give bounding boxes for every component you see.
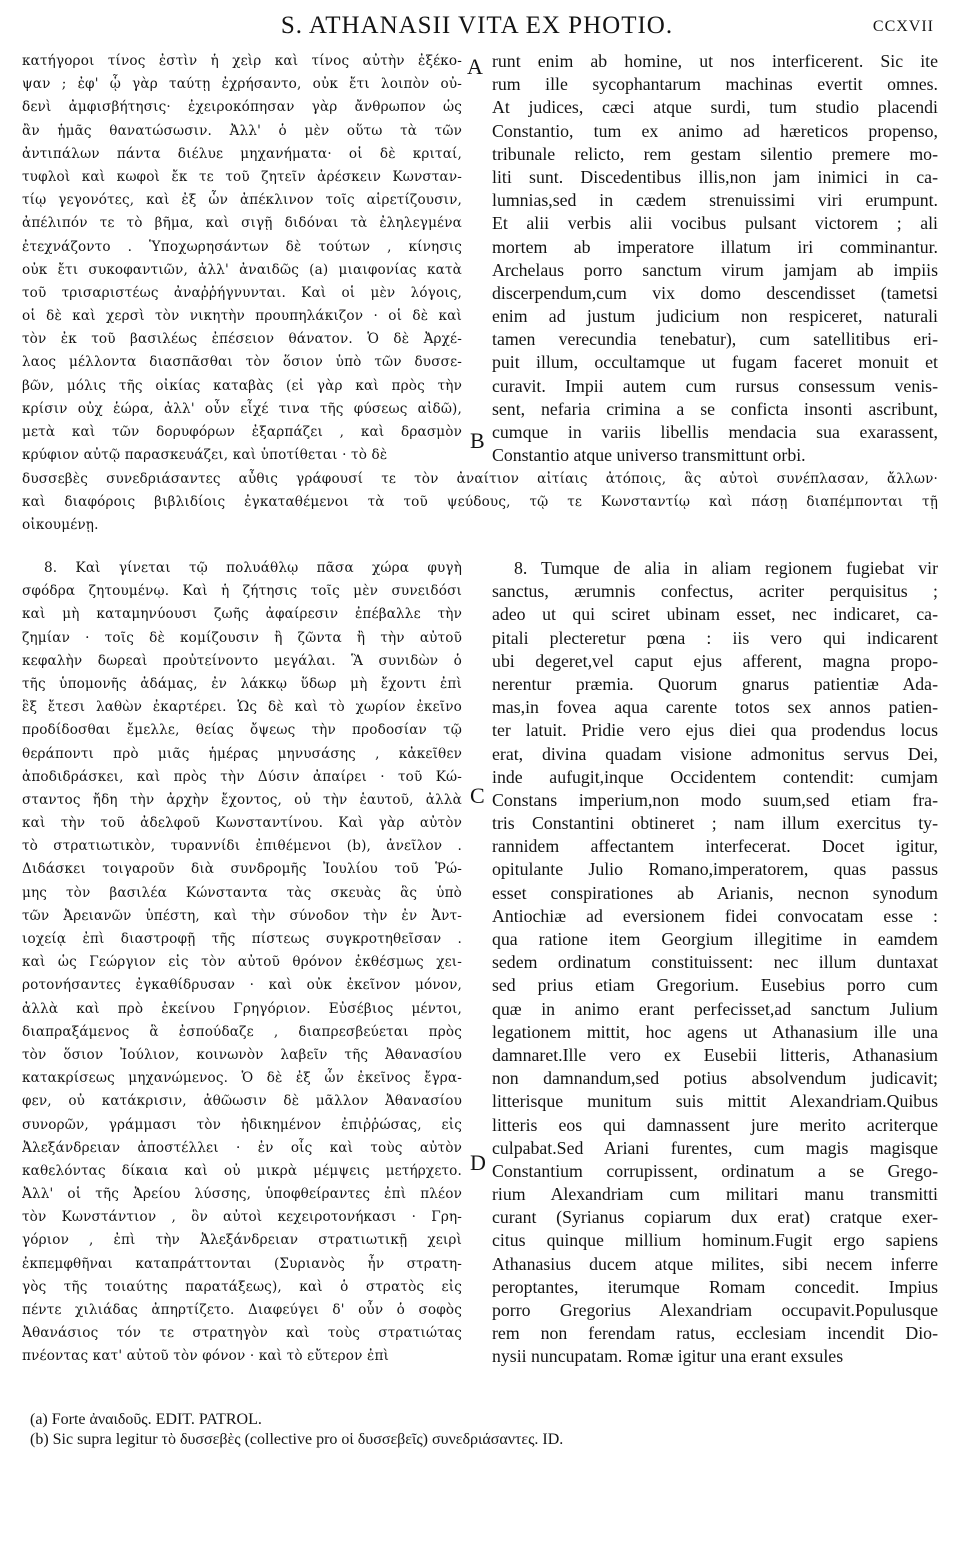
text-line: μης τὸν βασιλέα Κώνσταντα τὰς σκευὰς ἃς ὑπὸ bbox=[22, 884, 462, 901]
text-line: ter latuit. Pridie vero ejus diei qua prodendus locus bbox=[492, 720, 938, 741]
text-line: nerentur præmia. Quorum gnarus patientiæ Ada- bbox=[492, 673, 938, 694]
text-line: rannidem affectantem interfecerat. Docet igitur, bbox=[492, 836, 938, 857]
text-line: pitali plecteretur pœna : iis vero qui indicarent bbox=[492, 627, 938, 648]
margin-letter-c: C bbox=[470, 783, 485, 808]
text-line: quæ in animo erant perfecisset,ad sanctum Julium bbox=[492, 998, 938, 1019]
text-line: sanctus, ærumnis confectus, acriter perquisitus ; bbox=[492, 581, 938, 602]
text-line: ἐτεχνάζοντο . Ὑποχωρησάντων δὲ τούτων , κίνησις bbox=[22, 238, 462, 255]
text-line: ροτονήσαντες ἐγκαθίδρυσαν · καὶ οὐκ ἐκεῖνον μόνον, bbox=[22, 977, 462, 994]
text-line: ψαν ; ἐφ' ᾧ γὰρ ταύτῃ ἐχρήσαντο, οὐκ ἔτι λοιπὸν οὐ- bbox=[22, 76, 462, 93]
page-header bbox=[0, 12, 954, 48]
text-line: Constantio atque universo transmittunt orbi. bbox=[492, 445, 806, 466]
text-line: ubi degeret,vel caput ejus afferent, magna propo- bbox=[492, 650, 938, 671]
page-number: CCXVII bbox=[872, 18, 934, 35]
text-line: οὐκ ἔτι συκοφαντιῶν, ἀλλ' ἀναιδῶς (a) μιαιφονίας κατὰ bbox=[22, 261, 462, 278]
text-line: Et alii verbis alii vocibus pulsant victorem ; ali bbox=[492, 213, 938, 234]
text-line: opitulante Julio Romano,imperatorem, quas passus bbox=[492, 859, 938, 880]
text-line: γὸς τῆς τοιαύτης παρατάξεως), καὶ ὁ στρατὸς εἰς bbox=[22, 1278, 462, 1295]
text-line: πνέοντας κατ' αὐτοῦ τὸν φόνον · καὶ τὸ εὔτερον ἐπὶ bbox=[22, 1348, 390, 1365]
text-line: δενὶ ἀμφισβήτησις· ἐχειροκόπησαν γὰρ ἄνθρωπον ὡς bbox=[22, 99, 462, 116]
text-line: litterisque munitum suis mittit Alexandriam.Quibus bbox=[492, 1091, 938, 1112]
text-line: διαπραξάμενος ἃ ἐσπούδαζε , διαπρεσβεύεται πρὸς bbox=[22, 1023, 462, 1040]
text-line: esset conspirationes ab Arianis, necnon synodum bbox=[492, 882, 938, 903]
greek-fullwidth-paragraph bbox=[22, 468, 938, 538]
text-line: ἀλλὰ καὶ πρὸ ἐκείνου Γρηγόριον. Εὐσέβιος μέντοι, bbox=[22, 1000, 462, 1017]
text-line: cumque in variis libellis mendacia sua exarassent, bbox=[492, 422, 938, 442]
text-line: Constantium corrupissent, ordinatum a se Grego- bbox=[492, 1160, 938, 1181]
text-line: erat, divina quadam visione admonitus servus Dei, bbox=[492, 743, 938, 764]
text-line: τῶν Ἀρειανῶν ὑπέστη, καὶ τὴν σύνοδον τὴν ἐν Ἀντ- bbox=[22, 907, 462, 924]
text-line: φεν, οὐ κατάκρισιν, ἀθῶωσιν δὲ μᾶλλον Ἀθανασίου bbox=[22, 1093, 462, 1110]
text-line: damnaret.Ille vero ex Eusebii litteris, Athanasium bbox=[492, 1044, 938, 1065]
text-line: προδίδοσθαι ἔμελλε, θείας ὄψεως τὴν προδοσίαν τῷ bbox=[22, 722, 462, 739]
text-line: culpabat.Sed Ariani furentes, cum magis magisque bbox=[492, 1137, 938, 1158]
text-line: οἱ δὲ καὶ χερσὶ τὸν νικητὴν προυπηλάκιζον · οἱ δὲ καὶ bbox=[22, 308, 462, 325]
text-line: θεράποντι πρὸ μιᾶς ἡμέρας μηνυσάσης , κἀκεῖθεν bbox=[22, 745, 462, 762]
text-line: οἰκουμένῃ. bbox=[22, 517, 99, 534]
text-line: legationem mittit, hoc agens ut Athanasium ille una bbox=[492, 1021, 938, 1042]
text-line: rum ille sycophantarum machinas evertit omnes. bbox=[492, 74, 938, 95]
text-line: mortem ab imperatore illatum iri comminantur. bbox=[492, 236, 938, 257]
text-line: runt enim ab homine, ut nos interficerent. Sic ite bbox=[492, 51, 938, 71]
text-line: inde aufugit,inque Occidentem contendit: cumjam bbox=[492, 766, 938, 787]
margin-letter-a: A bbox=[467, 54, 483, 79]
text-line: tris Constantini obtineret ; nam illum exercitus ty- bbox=[492, 813, 938, 834]
text-line: nysii nuncupatam. Romæ igitur una erant exsules bbox=[492, 1346, 844, 1367]
text-line: Διδάσκει τοιγαροῦν διὰ συνδρομῆς Ἰουλίου τοῦ Ῥώ- bbox=[22, 861, 462, 878]
margin-letter-d: D bbox=[470, 1150, 486, 1175]
text-line: γόριον , ἐπὶ τὴν Ἀλεξάνδρειαν στρατιωτικῇ χειρὶ bbox=[22, 1232, 462, 1249]
text-line: σφόδρα ζητουμένῳ. Καὶ ἡ ζήτησις τοῖς μὲν συνειδόσι bbox=[22, 583, 462, 600]
text-line: τὸν Κωνστάντιον , ὃν αὐτοὶ κεχειροτονήκασι · Γρη- bbox=[22, 1209, 462, 1226]
text-line: κρύφιον αὐτῷ παρασκευάζει, καὶ ὑποτίθεται · τὸ δὲ bbox=[22, 447, 388, 464]
text-line: ἀποδιδράσκει, καὶ πρὸς τὴν Δύσιν ἀπαίρει · τοῦ Κώ- bbox=[22, 768, 462, 785]
greek-column-bottom bbox=[22, 557, 462, 1369]
text-line: rem non ferendam ratus, ecclesiam incendit Dio- bbox=[492, 1323, 938, 1344]
text-line: συνορῶν, γράμμασι τὸν ἠδικημένον ἐπιῤῥώσας, εἰς bbox=[22, 1116, 462, 1133]
text-line: mas,in fovea aqua carente totos sex annos patien- bbox=[492, 697, 938, 718]
text-line: ἓξ ἔτεσι λαθὼν ἐκαρτέρει. Ὡς δὲ καὶ τὸ χωρίον ἐκεῖνο bbox=[22, 699, 462, 716]
text-line: litteris eos qui damnassent jure merito acriterque bbox=[492, 1114, 938, 1135]
text-line: tribunale relicto, rem gestam silentio premere mo- bbox=[492, 143, 938, 164]
footnote-b: (b) Sic supra legitur τὸ δυσσεβὲς (collective pro οἱ δυσσεβεῖς) συνεδριάσαντες. ID. bbox=[30, 1431, 564, 1448]
text-line: peroptantes, iterumque Romam concedit. Impius bbox=[492, 1276, 938, 1297]
text-line: Athanasius ducem atque milites, sibi necem inferre bbox=[492, 1253, 938, 1274]
text-line: 8. Tumque de alia in aliam regionem fugiebat vir bbox=[514, 558, 938, 578]
text-line: τυφλοὶ καὶ κωφοὶ ἔκ τε τοῦ ζητεῖν ἀρέσκειν Κωνσταν- bbox=[22, 168, 462, 185]
text-line: μετὰ καὶ τῶν δορυφόρων ἐξαρπάζει , καὶ δρασμὸν bbox=[22, 424, 462, 440]
text-line: ἀπέλιπόν τε τὸ βῆμα, καὶ σιγῇ διδόναι τὰ ἐληλεγμένα bbox=[22, 215, 462, 232]
text-line: τὸν ἐκ τοῦ βασιλέως ἐπέσειον θάνατον. Ὁ δὲ Ἀρχέ- bbox=[22, 331, 462, 348]
text-line: καὶ μὴ καταμηνύουσι ζωῆς ἀφαίρεσιν ἐπέβαλλε τὴν bbox=[22, 606, 462, 623]
text-line: κρίσιν οὐχ ἑώρα, ἀλλ' οὖν εἶχέ τινα τῆς φύσεως αἰδῶ), bbox=[22, 400, 462, 417]
text-line: porro Gregorius Alexandriam occupavit.Populusque bbox=[492, 1300, 938, 1320]
latin-column-bottom bbox=[492, 557, 938, 1369]
text-line: βῶν, μόλις τῆς οἰκίας καταβὰς (εἰ γὰρ καὶ πρὸς τὴν bbox=[22, 377, 462, 394]
text-line: sent, nefaria crimina a se conficta insonti ascribunt, bbox=[492, 398, 938, 419]
text-line: καθελόντας δίκαια καὶ οὐ μικρὰ μέμψεις μετήρχετο. bbox=[22, 1162, 462, 1179]
text-line: lumnias,sed in cædem strenuissimi viri erumpunt. bbox=[492, 190, 938, 211]
text-line: πέντε χιλιάδας ἀπηρτίζετο. Διαφεύγει δ' οὖν ὁ σοφὸς bbox=[22, 1302, 462, 1318]
text-line: κατακρίσεως μηχανώμενος. Ὁ δὲ ἐξ ὧν ἐκεῖνος ἔγρα- bbox=[22, 1070, 462, 1087]
text-line: τὸ στρατιωτικὸν, τυραννίδι ἐπιθέμενοι (b), ἀνεῖλον . bbox=[22, 838, 462, 855]
text-line: adeo ut qui sciret ubinam esset, nec indicaret, ca- bbox=[492, 604, 938, 625]
text-line: curant (Syrianus copiarum dux erat) cratque exer- bbox=[492, 1207, 938, 1228]
text-line: Ἀλεξάνδρειαν ἀποστέλλει · ἐν οἷς καὶ τοὺς αὐτὸν bbox=[22, 1139, 462, 1156]
text-line: sedem ordinatum constituissent: nec illum duntaxat bbox=[492, 952, 938, 973]
text-line: tamen verecundia tenebatur), cum satellitibus eri- bbox=[492, 329, 938, 350]
text-line: ἂν ἡμᾶς θανατώσωσιν. Ἀλλ' ὁ μὲν οὕτω τὰ τῶν bbox=[22, 122, 462, 139]
text-line: ιοχείᾳ ἐπὶ διαστροφῇ τῆς πίστεως συγκροτηθεῖσαν . bbox=[22, 931, 462, 947]
text-line: enim ad justum judicium non respiceret, naturali bbox=[492, 306, 938, 327]
footnotes bbox=[30, 1410, 930, 1450]
text-line: τοῦ τρισαριστέως ἀναῤῥήγνυνται. Καὶ οἱ μὲν λόγοις, bbox=[22, 284, 462, 301]
text-line: τὸν ὅσιον Ἰούλιον, κοινωνὸν λαβεῖν τῆς Ἀθανασίου bbox=[22, 1046, 462, 1063]
text-line: Ἀλλ' οἱ τῆς Ἀρείου λύσσης, ὑποφθείραντες ἐπὶ πλέον bbox=[22, 1186, 462, 1203]
text-line: liti sunt. Discedentibus illis,non jam inimici in ca- bbox=[492, 166, 938, 187]
text-line: ἀντιπάλων πάντα διέλυε μηχανήματα· οἱ δὲ κριταί, bbox=[22, 145, 462, 162]
footnote-a: (a) Forte ἀναιδοῦς. EDIT. PATROL. bbox=[30, 1411, 262, 1428]
text-line: At judices, cæci atque surdi, tum studio placendi bbox=[492, 97, 938, 118]
text-line: non damnandum,sed potius absolvendum judicavit; bbox=[492, 1068, 938, 1089]
text-line: τίῳ γεγονότες, καὶ ἐξ ὧν ἀπέκλινον τοῖς αἱρετίζουσιν, bbox=[22, 192, 462, 209]
text-line: rium Alexandriam cum militari manu transmitti bbox=[492, 1184, 938, 1205]
text-line: ἐκπεμφθῆναι καταπράττονται (Συριανὸς ἦν στρατη- bbox=[22, 1255, 462, 1272]
text-line: καὶ τὴν τοῦ ἀδελφοῦ Κωνσταντίνου. Καὶ γὰρ αὐτὸν bbox=[22, 815, 462, 832]
text-line: puit illum, occultamque ut fugam faceret monuit et bbox=[492, 352, 938, 373]
text-line: τῆς ὑπομονῆς ἀδάμας, ἐν λάκκῳ ὕδωρ μὴ ἔχοντι ἐπὶ bbox=[22, 675, 462, 692]
text-line: 8. Καὶ γίνεται τῷ πολυάθλῳ πᾶσα χώρα φυγὴ bbox=[44, 560, 462, 576]
text-line: ζημίαν · τοῖς δὲ κομίζουσιν ἢ ζῶντα ἢ τὴν αὐτοῦ bbox=[22, 629, 462, 646]
text-line: Archelaus porro sanctum virum jamjam ab impiis bbox=[492, 259, 938, 280]
text-line: κεφαλὴν δωρεαὶ προὐτείνοντο μεγάλαι. Ἃ συνιδὼν ὁ bbox=[22, 652, 462, 669]
text-line: κατήγοροι τίνος ἐστὶν ἡ χεὶρ καὶ τίνος αὐτὴν ἐξέκο- bbox=[22, 53, 462, 69]
margin-letter-b: B bbox=[470, 428, 485, 453]
text-line: σταντος ἤδη τὴν ἀρχὴν ἔχοντος, οὐ τὴν ἑαυτοῦ, ἀλλὰ bbox=[22, 791, 462, 808]
latin-column-top bbox=[492, 50, 938, 467]
text-line: curavit. Impii autem cum rursus consessum venis- bbox=[492, 375, 938, 396]
text-line: Ἀθανάσιος τόν τε στρατηγὸν καὶ τοὺς στρατιώτας bbox=[22, 1325, 462, 1342]
text-line: discerpendum,cum vix domo descendisset (tametsi bbox=[492, 282, 938, 303]
text-line: καὶ διαφόροις βιβλιδίοις ἐγκαταθέμενοι τὰ τοῦ ψεύδους, τῷ τε Κωνσταντίῳ καὶ πάσῃ διαπέμπονται τῇ bbox=[22, 494, 938, 511]
text-line: δυσσεβὲς συνεδριάσαντες αὖθις γράφουσί τε τὸν ἀναίτιον αἰτίαις ἀτόποις, ἃς αὐτοὶ συνέπλασαν, ἄλλων· bbox=[22, 471, 938, 487]
text-line: Constans imperium,non modo suum,sed etiam fra- bbox=[492, 789, 938, 810]
text-line: καὶ ὡς Γεώργιον εἰς τὸν αὐτοῦ θρόνον ἐκθέσμως χει- bbox=[22, 954, 462, 971]
text-line: Constantio, tum ex animo ad hæreticos propenso, bbox=[492, 120, 938, 141]
running-title: S. ATHANASII VITA EX PHOTIO. bbox=[280, 12, 674, 39]
greek-column-top bbox=[22, 50, 462, 467]
text-line: citus quinque millium hominum.Fugit ergo sapiens bbox=[492, 1230, 938, 1251]
text-line: qua ratione item Georgium illegitime in eamdem bbox=[492, 929, 938, 949]
text-line: sed prius etiam Gregorium. Eusebius porro cum bbox=[492, 975, 938, 996]
text-line: Antiochiæ ad eversionem fidei convocatam esse : bbox=[492, 905, 938, 926]
text-line: λαος μέλλοντα διασπᾶσθαι τὸν ὅσιον ὑπὸ τῶν δυσσε- bbox=[22, 354, 462, 371]
